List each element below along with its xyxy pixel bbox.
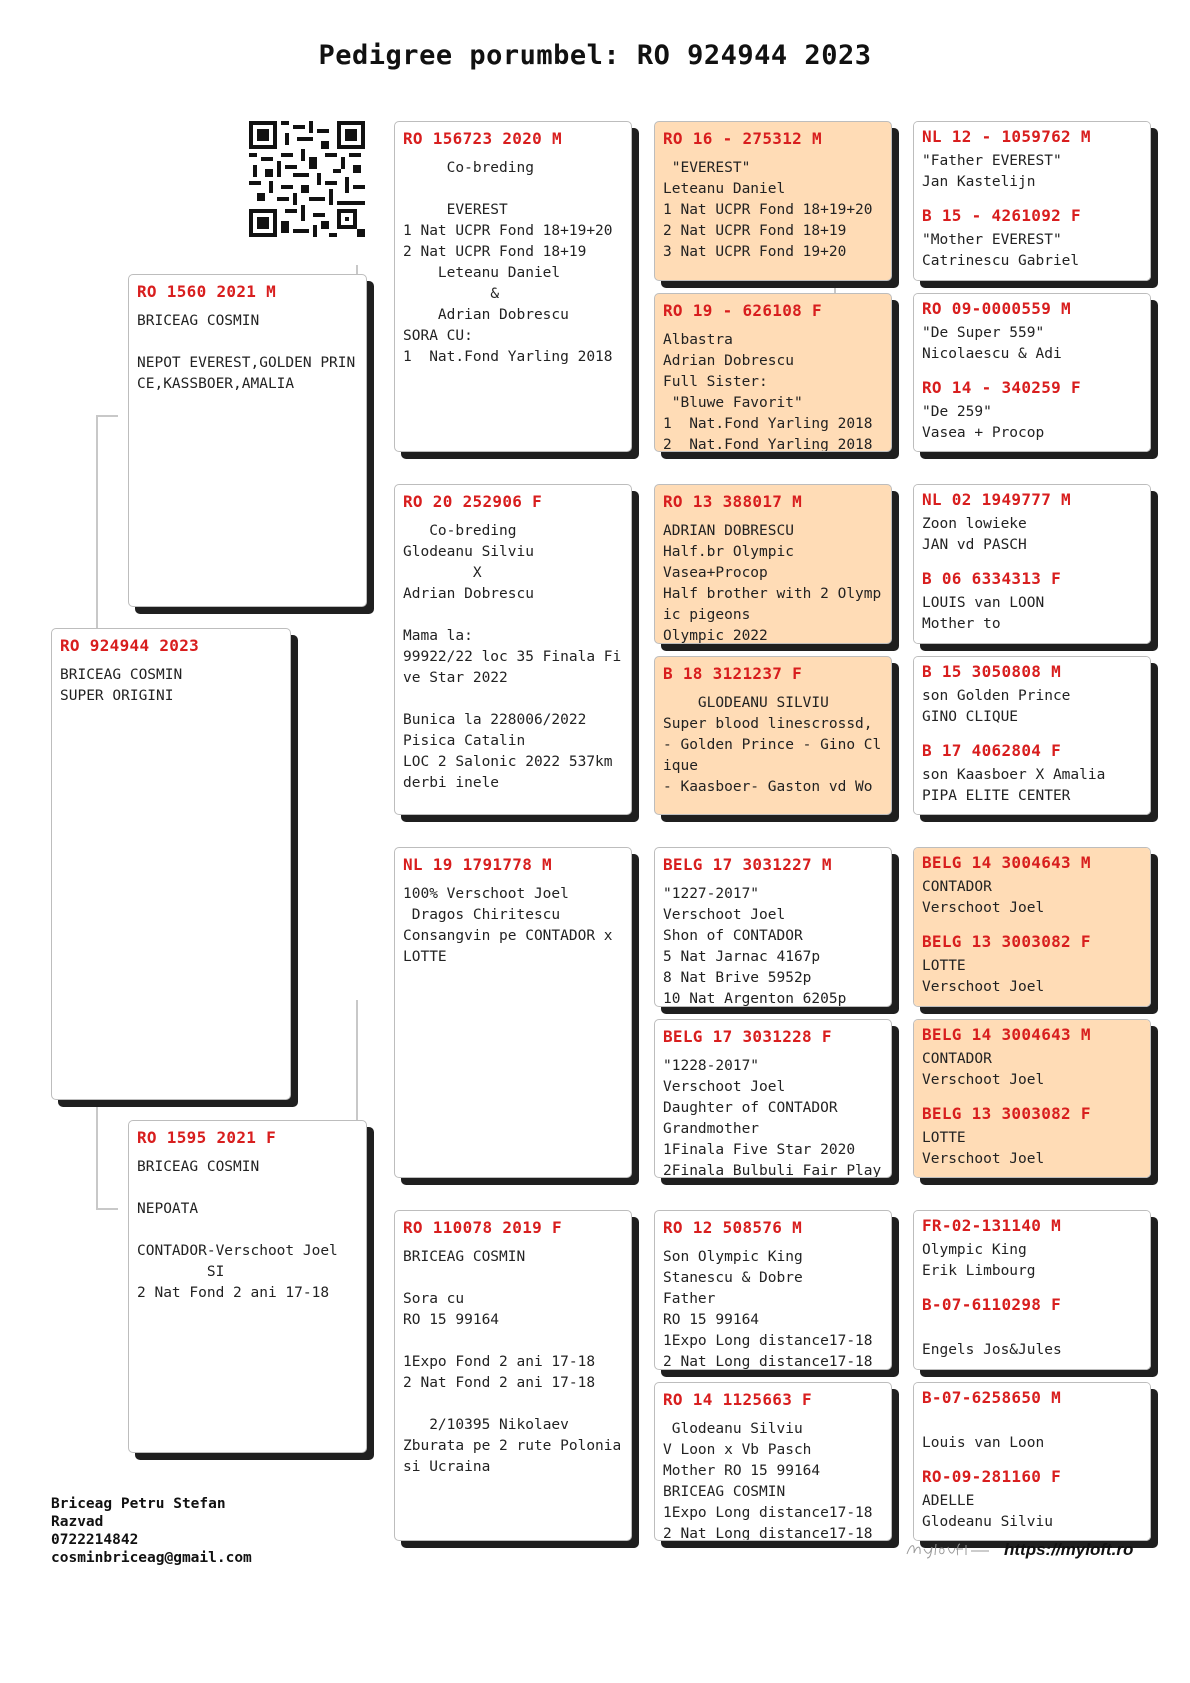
pigeon-card-gen4 bbox=[654, 293, 892, 452]
ring-number: B-07-6110298 F bbox=[922, 1295, 1062, 1314]
ring-number: B 15 3050808 M bbox=[922, 662, 1062, 681]
pigeon-info: "Mother EVEREST" Catrinescu Gabriel bbox=[922, 232, 1080, 269]
pigeon-info: CONTADOR Verschoot Joel bbox=[922, 879, 1045, 916]
breeder-name: Briceag Petru Stefan bbox=[51, 1496, 226, 1512]
ring-number: B 17 4062804 F bbox=[922, 741, 1062, 760]
ring-number: RO 110078 2019 F bbox=[403, 1218, 562, 1237]
pigeon-card-dam bbox=[128, 1120, 367, 1453]
pigeon-info: son Kaasboer X Amalia PIPA ELITE CENTER bbox=[922, 767, 1106, 804]
pigeon-info: BRICEAG COSMIN NEPOT EVEREST,GOLDEN PRINCE,KASSBOER,AMALIA bbox=[137, 313, 356, 392]
pigeon-card-gen4 bbox=[654, 847, 892, 1007]
pigeon-info: ADELLE Glodeanu Silviu bbox=[922, 1493, 1053, 1530]
pigeon-card-gen5 bbox=[914, 1290, 1150, 1369]
ring-number: RO 14 - 340259 F bbox=[922, 378, 1081, 397]
ring-number: NL 12 - 1059762 M bbox=[922, 127, 1091, 146]
pigeon-pair-gen5 bbox=[913, 293, 1151, 452]
ring-number: RO 19 - 626108 F bbox=[663, 301, 822, 320]
pigeon-pair-gen5 bbox=[913, 1019, 1151, 1178]
pigeon-card-gen4 bbox=[654, 1210, 892, 1370]
pigeon-pair-gen5 bbox=[913, 1210, 1151, 1370]
ring-number: RO 14 1125663 F bbox=[663, 1390, 812, 1409]
pigeon-card-gen5 bbox=[914, 1462, 1150, 1540]
pigeon-info: Zoon lowieke JAN vd PASCH bbox=[922, 516, 1027, 553]
ring-number: NL 19 1791778 M bbox=[403, 855, 552, 874]
pigeon-info: son Golden Prince GINO CLIQUE bbox=[922, 688, 1071, 725]
pigeon-card-gen4 bbox=[654, 1382, 892, 1541]
pigeon-info: Louis van Loon bbox=[922, 1435, 1045, 1451]
pigeon-card-gen5 bbox=[914, 1383, 1150, 1462]
pigeon-info: "1228-2017" Verschoot Joel Daughter of CONTADOR Grandmother 1Finala Five Star 2020 2Finala Bulbuli Fair Play bbox=[663, 1058, 882, 1178]
pigeon-card-gen5 bbox=[914, 1211, 1150, 1290]
ring-number: FR-02-131140 M bbox=[922, 1216, 1062, 1235]
ring-number: RO 20 252906 F bbox=[403, 492, 543, 511]
ring-number: BELG 17 3031227 M bbox=[663, 855, 832, 874]
pigeon-info: ADRIAN DOBRESCU Half.br Olympic Vasea+Procop Half brother with 2 Olympic pigeons Olympic 2022 bbox=[663, 523, 882, 644]
ring-number: B 18 3121237 F bbox=[663, 664, 803, 683]
pigeon-info: "1227-2017" Verschoot Joel Shon of CONTADOR 5 Nat Jarnac 4167p 8 Nat Brive 5952p 10 Nat Argenton 6205p bbox=[663, 886, 847, 1007]
pigeon-card-gen4 bbox=[654, 484, 892, 644]
pigeon-card-gen5 bbox=[914, 294, 1150, 373]
pigeon-pair-gen5 bbox=[913, 1382, 1151, 1541]
pigeon-card-gen5 bbox=[914, 122, 1150, 201]
pigeon-pair-gen5 bbox=[913, 847, 1151, 1007]
pigeon-info: LOUIS van LOON Mother to bbox=[922, 595, 1045, 632]
pigeon-info: "De 259" Vasea + Procop bbox=[922, 404, 1045, 441]
pigeon-info: "De Super 559" Nicolaescu & Adi bbox=[922, 325, 1062, 362]
pigeon-info: "Father EVEREST" Jan Kastelijn bbox=[922, 153, 1062, 190]
breeder-phone: 0722214842 bbox=[51, 1532, 139, 1548]
pigeon-info: Olympic King Erik Limbourg bbox=[922, 1242, 1036, 1279]
ring-number: BELG 13 3003082 F bbox=[922, 932, 1091, 951]
pigeon-card-gen3 bbox=[394, 847, 632, 1178]
connector-line bbox=[96, 415, 118, 417]
myloft-signature-logo bbox=[905, 1541, 993, 1559]
ring-number: B 06 6334313 F bbox=[922, 569, 1062, 588]
ring-number: RO 156723 2020 M bbox=[403, 129, 562, 148]
pigeon-card-gen5 bbox=[914, 373, 1150, 451]
connector-line bbox=[96, 1208, 118, 1210]
website-link[interactable]: https://myloft.ro bbox=[1004, 1540, 1134, 1559]
ring-number: BELG 17 3031228 F bbox=[663, 1027, 832, 1046]
pigeon-pair-gen5 bbox=[913, 121, 1151, 281]
pigeon-info: BRICEAG COSMIN NEPOATA CONTADOR-Verschoot Joel SI 2 Nat Fond 2 ani 17-18 bbox=[137, 1159, 338, 1301]
pigeon-info: 100% Verschoot Joel Dragos Chiritescu Consangvin pe CONTADOR x LOTTE bbox=[403, 886, 613, 965]
pigeon-card-gen5 bbox=[914, 927, 1150, 1006]
pigeon-card-gen4 bbox=[654, 1019, 892, 1178]
pigeon-card-gen5 bbox=[914, 848, 1150, 927]
pigeon-card-gen5 bbox=[914, 736, 1150, 814]
ring-number: RO 1595 2021 F bbox=[137, 1128, 277, 1147]
ring-number: BELG 13 3003082 F bbox=[922, 1104, 1091, 1123]
ring-number: RO 924944 2023 bbox=[60, 636, 200, 655]
ring-number: BELG 14 3004643 M bbox=[922, 1025, 1091, 1044]
pigeon-info: BRICEAG COSMIN Sora cu RO 15 99164 1Expo Fond 2 ani 17-18 2 Nat Fond 2 ani 17-18 2/10395 Nikolaev Zburata pe 2 rute Poloniа si Ucraina bbox=[403, 1249, 622, 1475]
ring-number: B 15 - 4261092 F bbox=[922, 206, 1081, 225]
ring-number: BELG 14 3004643 M bbox=[922, 853, 1091, 872]
pigeon-card-gen5 bbox=[914, 657, 1150, 736]
pigeon-info: CONTADOR Verschoot Joel bbox=[922, 1051, 1045, 1088]
pigeon-card-gen5 bbox=[914, 1020, 1150, 1099]
pigeon-info: LOTTE Verschoot Joel bbox=[922, 1130, 1045, 1167]
pigeon-info: Albastra Adrian Dobrescu Full Sister: "Bluwe Favorit" 1 Nat.Fond Yarling 2018 2 Nat.Fond Yarling 2018 bbox=[663, 332, 873, 452]
ring-number: RO 1560 2021 M bbox=[137, 282, 277, 301]
pigeon-info: Co-breding Glodeanu Silviu X Adrian Dobrescu Mama la: 99922/22 loc 35 Finala Five Star 2022 Bunica la 228006/2022 Pisica Catalin LOC 2 Salonic 2022 537km derbi inele bbox=[403, 523, 622, 791]
pigeon-info: LOTTE Verschoot Joel bbox=[922, 958, 1045, 995]
pigeon-info: Co-breding EVEREST 1 Nat UCPR Fond 18+19+20 2 Nat UCPR Fond 18+19 Leteanu Daniel & Adrian Dobrescu SORA CU: 1 Nat.Fond Yarling 2018 bbox=[403, 160, 613, 365]
ring-number: NL 02 1949777 M bbox=[922, 490, 1071, 509]
pigeon-pair-gen5 bbox=[913, 484, 1151, 644]
breeder-email: cosminbriceag@gmail.com bbox=[51, 1550, 252, 1566]
pigeon-card-gen5 bbox=[914, 485, 1150, 564]
ring-number: RO 16 - 275312 M bbox=[663, 129, 822, 148]
pigeon-info: Glodeanu Silviu V Loon x Vb Pasch Mother RO 15 99164 BRICEAG COSMIN 1Expo Long distance17-18 2 Nat Long distance17-18 bbox=[663, 1421, 873, 1541]
pigeon-card-gen4 bbox=[654, 121, 892, 281]
pigeon-info: Engels Jos&Jules bbox=[922, 1342, 1062, 1358]
breeder-contact bbox=[51, 1495, 252, 1567]
pigeon-card-gen4 bbox=[654, 656, 892, 815]
ring-number: RO 09-0000559 M bbox=[922, 299, 1071, 318]
page-title: Pedigree porumbel: RO 924944 2023 bbox=[318, 40, 872, 71]
pigeon-card-gen5 bbox=[914, 1099, 1150, 1177]
pigeon-info: GLODEANU SILVIU Super blood linescrossd, - Golden Prince - Gino Clique - Kaasboer- Gaston vd Wo bbox=[663, 695, 882, 795]
pigeon-info: Son Olympic King Stanescu & Dobre Father RO 15 99164 1Expo Long distance17-18 2 Nat Long distance17-18 bbox=[663, 1249, 873, 1370]
pigeon-info: BRICEAG COSMIN SUPER ORIGINI bbox=[60, 667, 183, 704]
qr-code bbox=[249, 121, 365, 237]
pigeon-card-gen5 bbox=[914, 564, 1150, 643]
pigeon-pair-gen5 bbox=[913, 656, 1151, 815]
ring-number: RO-09-281160 F bbox=[922, 1467, 1062, 1486]
pigeon-card-subject bbox=[51, 628, 291, 1100]
pigeon-card-gen5 bbox=[914, 201, 1150, 280]
ring-number: RO 12 508576 M bbox=[663, 1218, 803, 1237]
pigeon-card-sire bbox=[128, 274, 367, 607]
pigeon-info: "EVEREST" Leteanu Daniel 1 Nat UCPR Fond 18+19+20 2 Nat UCPR Fond 18+19 3 Nat UCPR Fond 19+20 bbox=[663, 160, 873, 260]
pigeon-card-gen3 bbox=[394, 1210, 632, 1541]
ring-number: RO 13 388017 M bbox=[663, 492, 803, 511]
pigeon-card-gen3 bbox=[394, 484, 632, 815]
ring-number: B-07-6258650 M bbox=[922, 1388, 1062, 1407]
pigeon-card-gen3 bbox=[394, 121, 632, 452]
breeder-location: Razvad bbox=[51, 1514, 104, 1530]
